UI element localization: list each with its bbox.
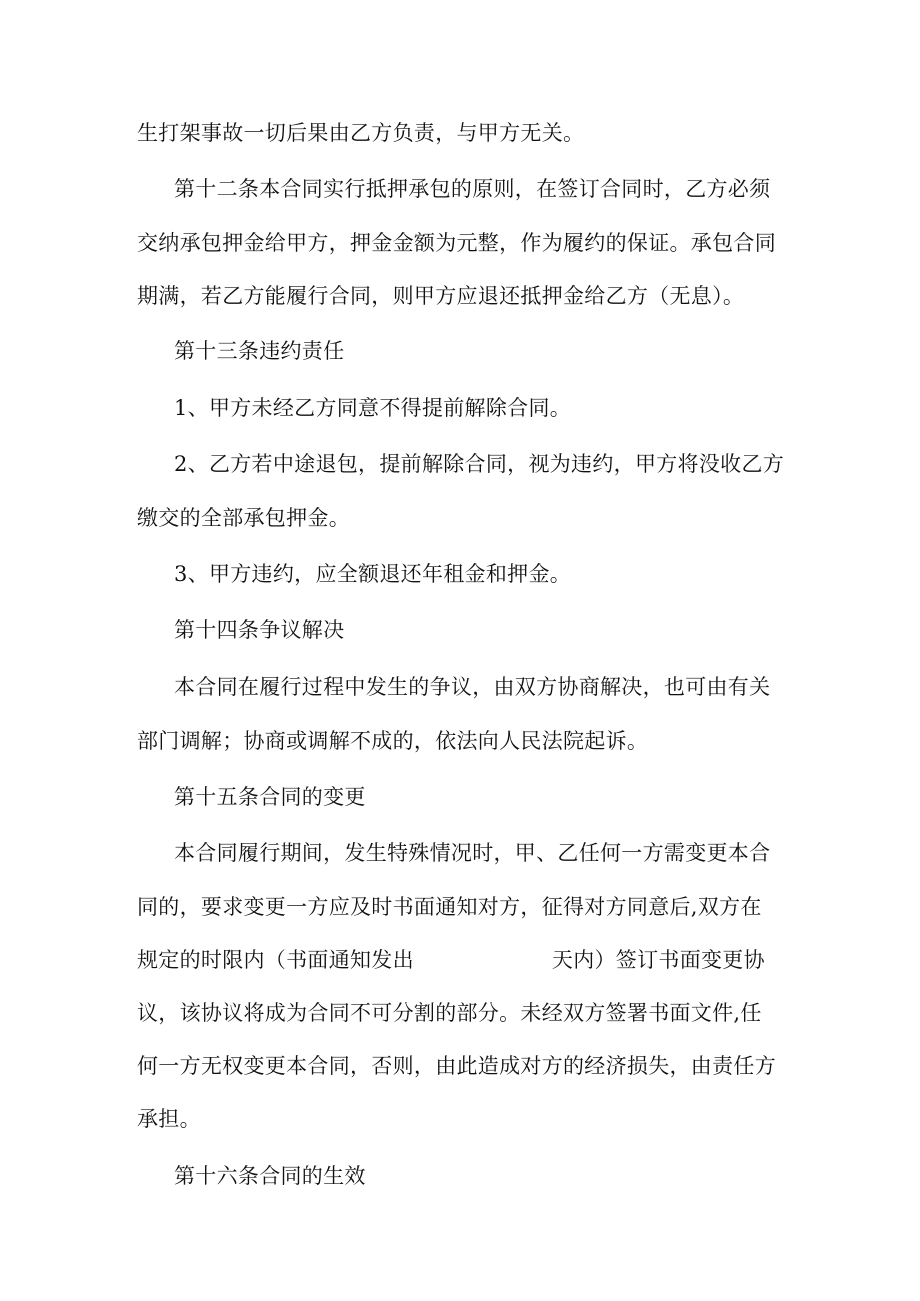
text-line: 1、甲方未经乙方同意不得提前解除合同。 (174, 396, 572, 420)
text-segment: 规定的时限内（书面通知发出 (137, 948, 414, 972)
text-line: 第十二条本合同实行抵押承包的原则，在签订合同时，乙方必须 (174, 177, 771, 201)
text-line: 同的，要求变更一方应及时书面通知对方，征得对方同意后,双方在 (137, 895, 762, 919)
text-line: 期满，若乙方能履行合同，则甲方应退还抵押金给乙方（无息）。 (137, 284, 745, 308)
text-line: 缴交的全部承包押金。 (137, 506, 350, 530)
section-heading: 第十五条合同的变更 (174, 785, 366, 809)
text-line: 生打架事故一切后果由乙方负责，与甲方无关。 (137, 121, 585, 145)
text-line: 部门调解；协商或调解不成的，依法向人民法院起诉。 (137, 729, 649, 753)
text-line (137, 945, 787, 975)
text-line: 何一方无权变更本合同，否则，由此造成对方的经济损失，由责任方 (137, 1054, 776, 1078)
text-line: 本合同在履行过程中发生的争议，由双方协商解决，也可由有关 (174, 675, 771, 699)
section-heading: 第十四条争议解决 (174, 618, 345, 642)
text-line: 议，该协议将成为合同不可分割的部分。未经双方签署书面文件,任 (137, 1001, 762, 1025)
text-line: 承担。 (137, 1107, 201, 1131)
text-line: 交纳承包押金给甲方，押金金额为元整，作为履约的保证。承包合同 (137, 231, 776, 255)
text-line: 3、甲方违约，应全额退还年租金和押金。 (174, 562, 572, 586)
text-line: 本合同履行期间，发生特殊情况时，甲、乙任何一方需变更本合 (174, 841, 771, 865)
text-segment: 天内）签订书面变更协 (551, 948, 765, 972)
section-heading: 第十六条合同的生效 (174, 1164, 366, 1188)
text-line: 2、乙方若中途退包，提前解除合同，视为违约，甲方将没收乙方 (174, 452, 785, 476)
section-heading: 第十三条违约责任 (174, 339, 345, 363)
